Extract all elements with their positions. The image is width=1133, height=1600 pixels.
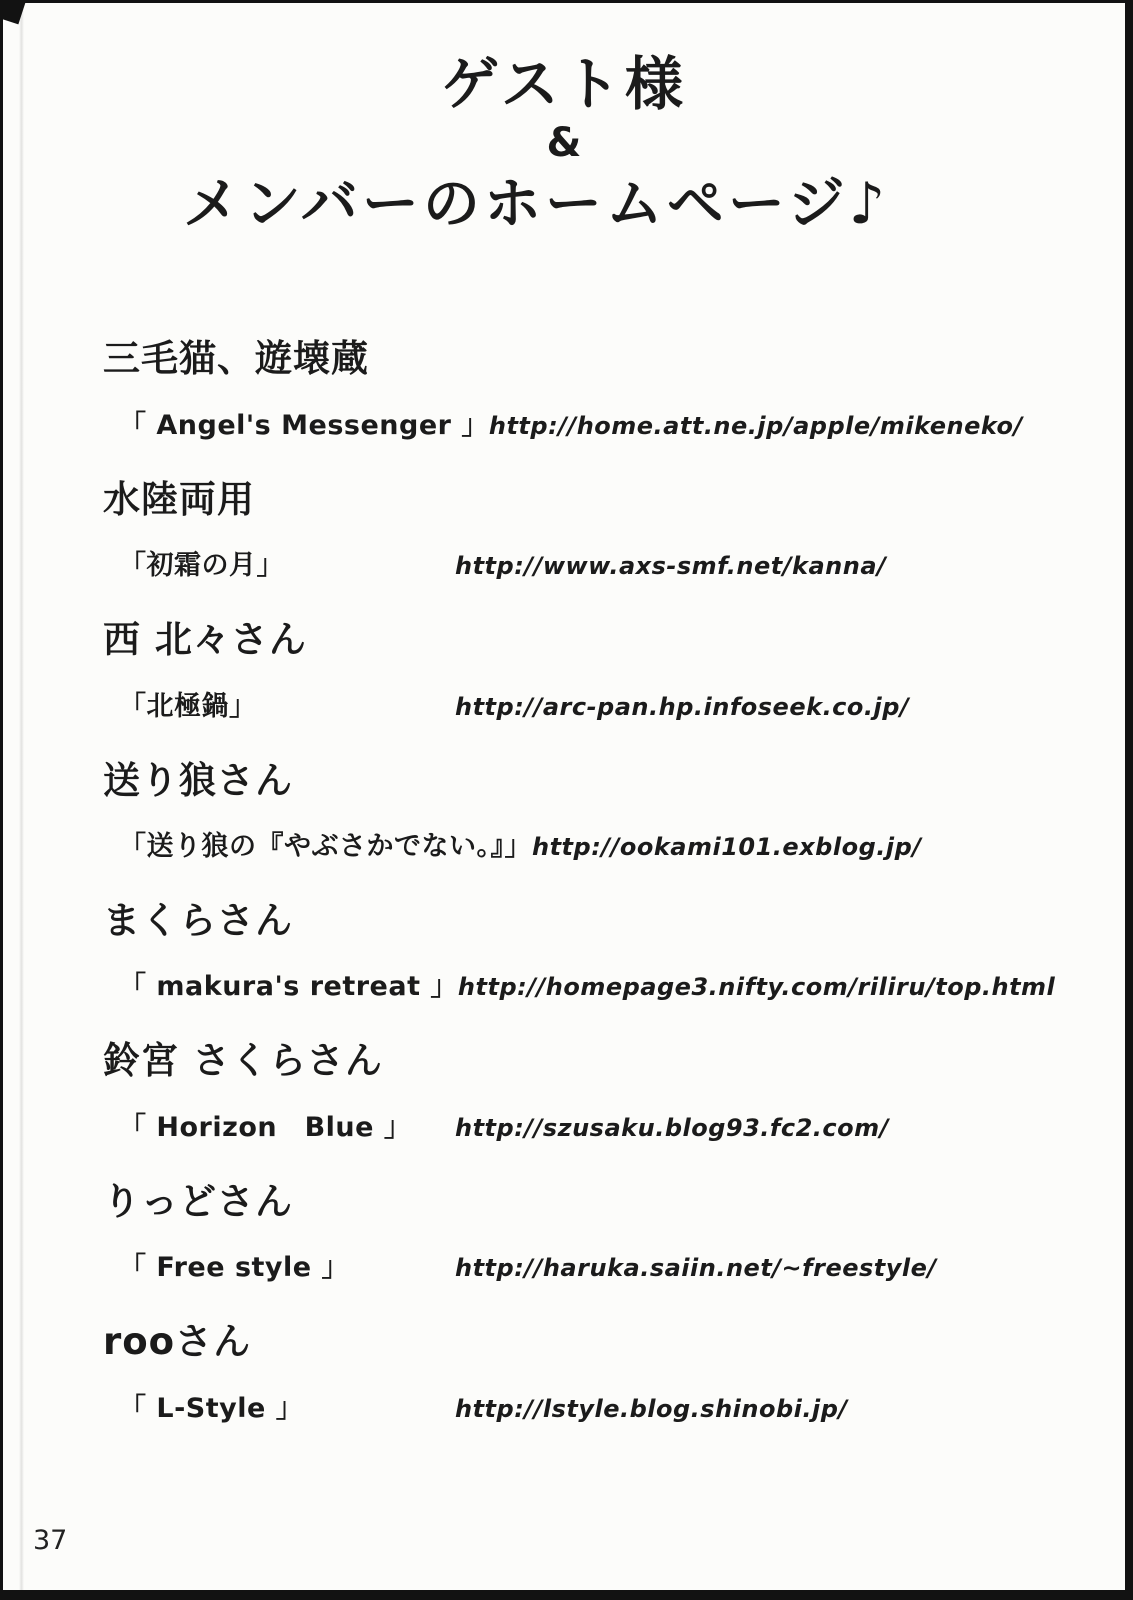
site-url: http://home.att.ne.jp/apple/mikeneko/ (488, 411, 1023, 440)
author-name: 水陸両用 (103, 477, 255, 521)
list-item (103, 618, 1085, 722)
site-row (103, 543, 1085, 582)
author-name: まくらさん (103, 899, 293, 943)
list-item (103, 1180, 1085, 1284)
site-title: 「北極鍋」 (119, 690, 257, 722)
list-item (103, 478, 1085, 582)
list-item (103, 337, 1085, 441)
page-number: 37 (33, 1525, 68, 1556)
list-item (103, 1039, 1085, 1143)
site-row (103, 824, 1085, 863)
site-url: http://szusaku.blog93.fc2.com/ (455, 1113, 889, 1142)
site-title: 「 Horizon Blue 」 (119, 1111, 412, 1143)
site-row (103, 684, 1085, 723)
scan-shadow (19, 3, 24, 1590)
site-title: 「 L-Style 」 (119, 1392, 304, 1424)
title-member-homepages: メンバーのホームページ♪ (182, 170, 890, 237)
author-name: 三毛猫、遊壊蔵 (103, 337, 369, 381)
author-name: りっどさん (103, 1179, 293, 1223)
list-item (103, 759, 1085, 863)
homepage-list (103, 337, 1085, 1424)
title-ampersand: & (546, 119, 582, 166)
site-title: 「 Angel's Messenger 」 (119, 409, 489, 441)
site-row (103, 964, 1085, 1003)
author-name: 西 北々さん (103, 618, 307, 662)
site-title: 「 makura's retreat 」 (119, 971, 458, 1003)
document-page (3, 3, 1125, 1590)
site-title: 「送り狼の『やぶさかでない。』」 (119, 831, 532, 863)
site-row (103, 1245, 1085, 1284)
list-item (103, 899, 1085, 1003)
list-item (103, 1320, 1085, 1424)
site-url: http://homepage3.nifty.com/riliru/top.html (457, 973, 1056, 1002)
site-url: http://haruka.saiin.net/~freestyle/ (455, 1254, 937, 1283)
site-url: http://lstyle.blog.shinobi.jp/ (455, 1394, 848, 1423)
author-name: 送り狼さん (103, 758, 293, 802)
site-row (103, 1105, 1085, 1144)
author-name: rooさん (103, 1320, 252, 1364)
page-title (3, 3, 1125, 235)
site-title: 「初霜の月」 (119, 550, 284, 582)
title-guests: ゲスト様 (441, 50, 687, 118)
site-title: 「 Free style 」 (119, 1252, 350, 1284)
site-row (103, 403, 1085, 442)
author-name: 鈴宮 さくらさん (103, 1039, 383, 1083)
site-url: http://ookami101.exblog.jp/ (532, 833, 922, 862)
site-row (103, 1386, 1085, 1425)
site-url: http://www.axs-smf.net/kanna/ (455, 552, 887, 581)
site-url: http://arc-pan.hp.infoseek.co.jp/ (455, 692, 910, 721)
